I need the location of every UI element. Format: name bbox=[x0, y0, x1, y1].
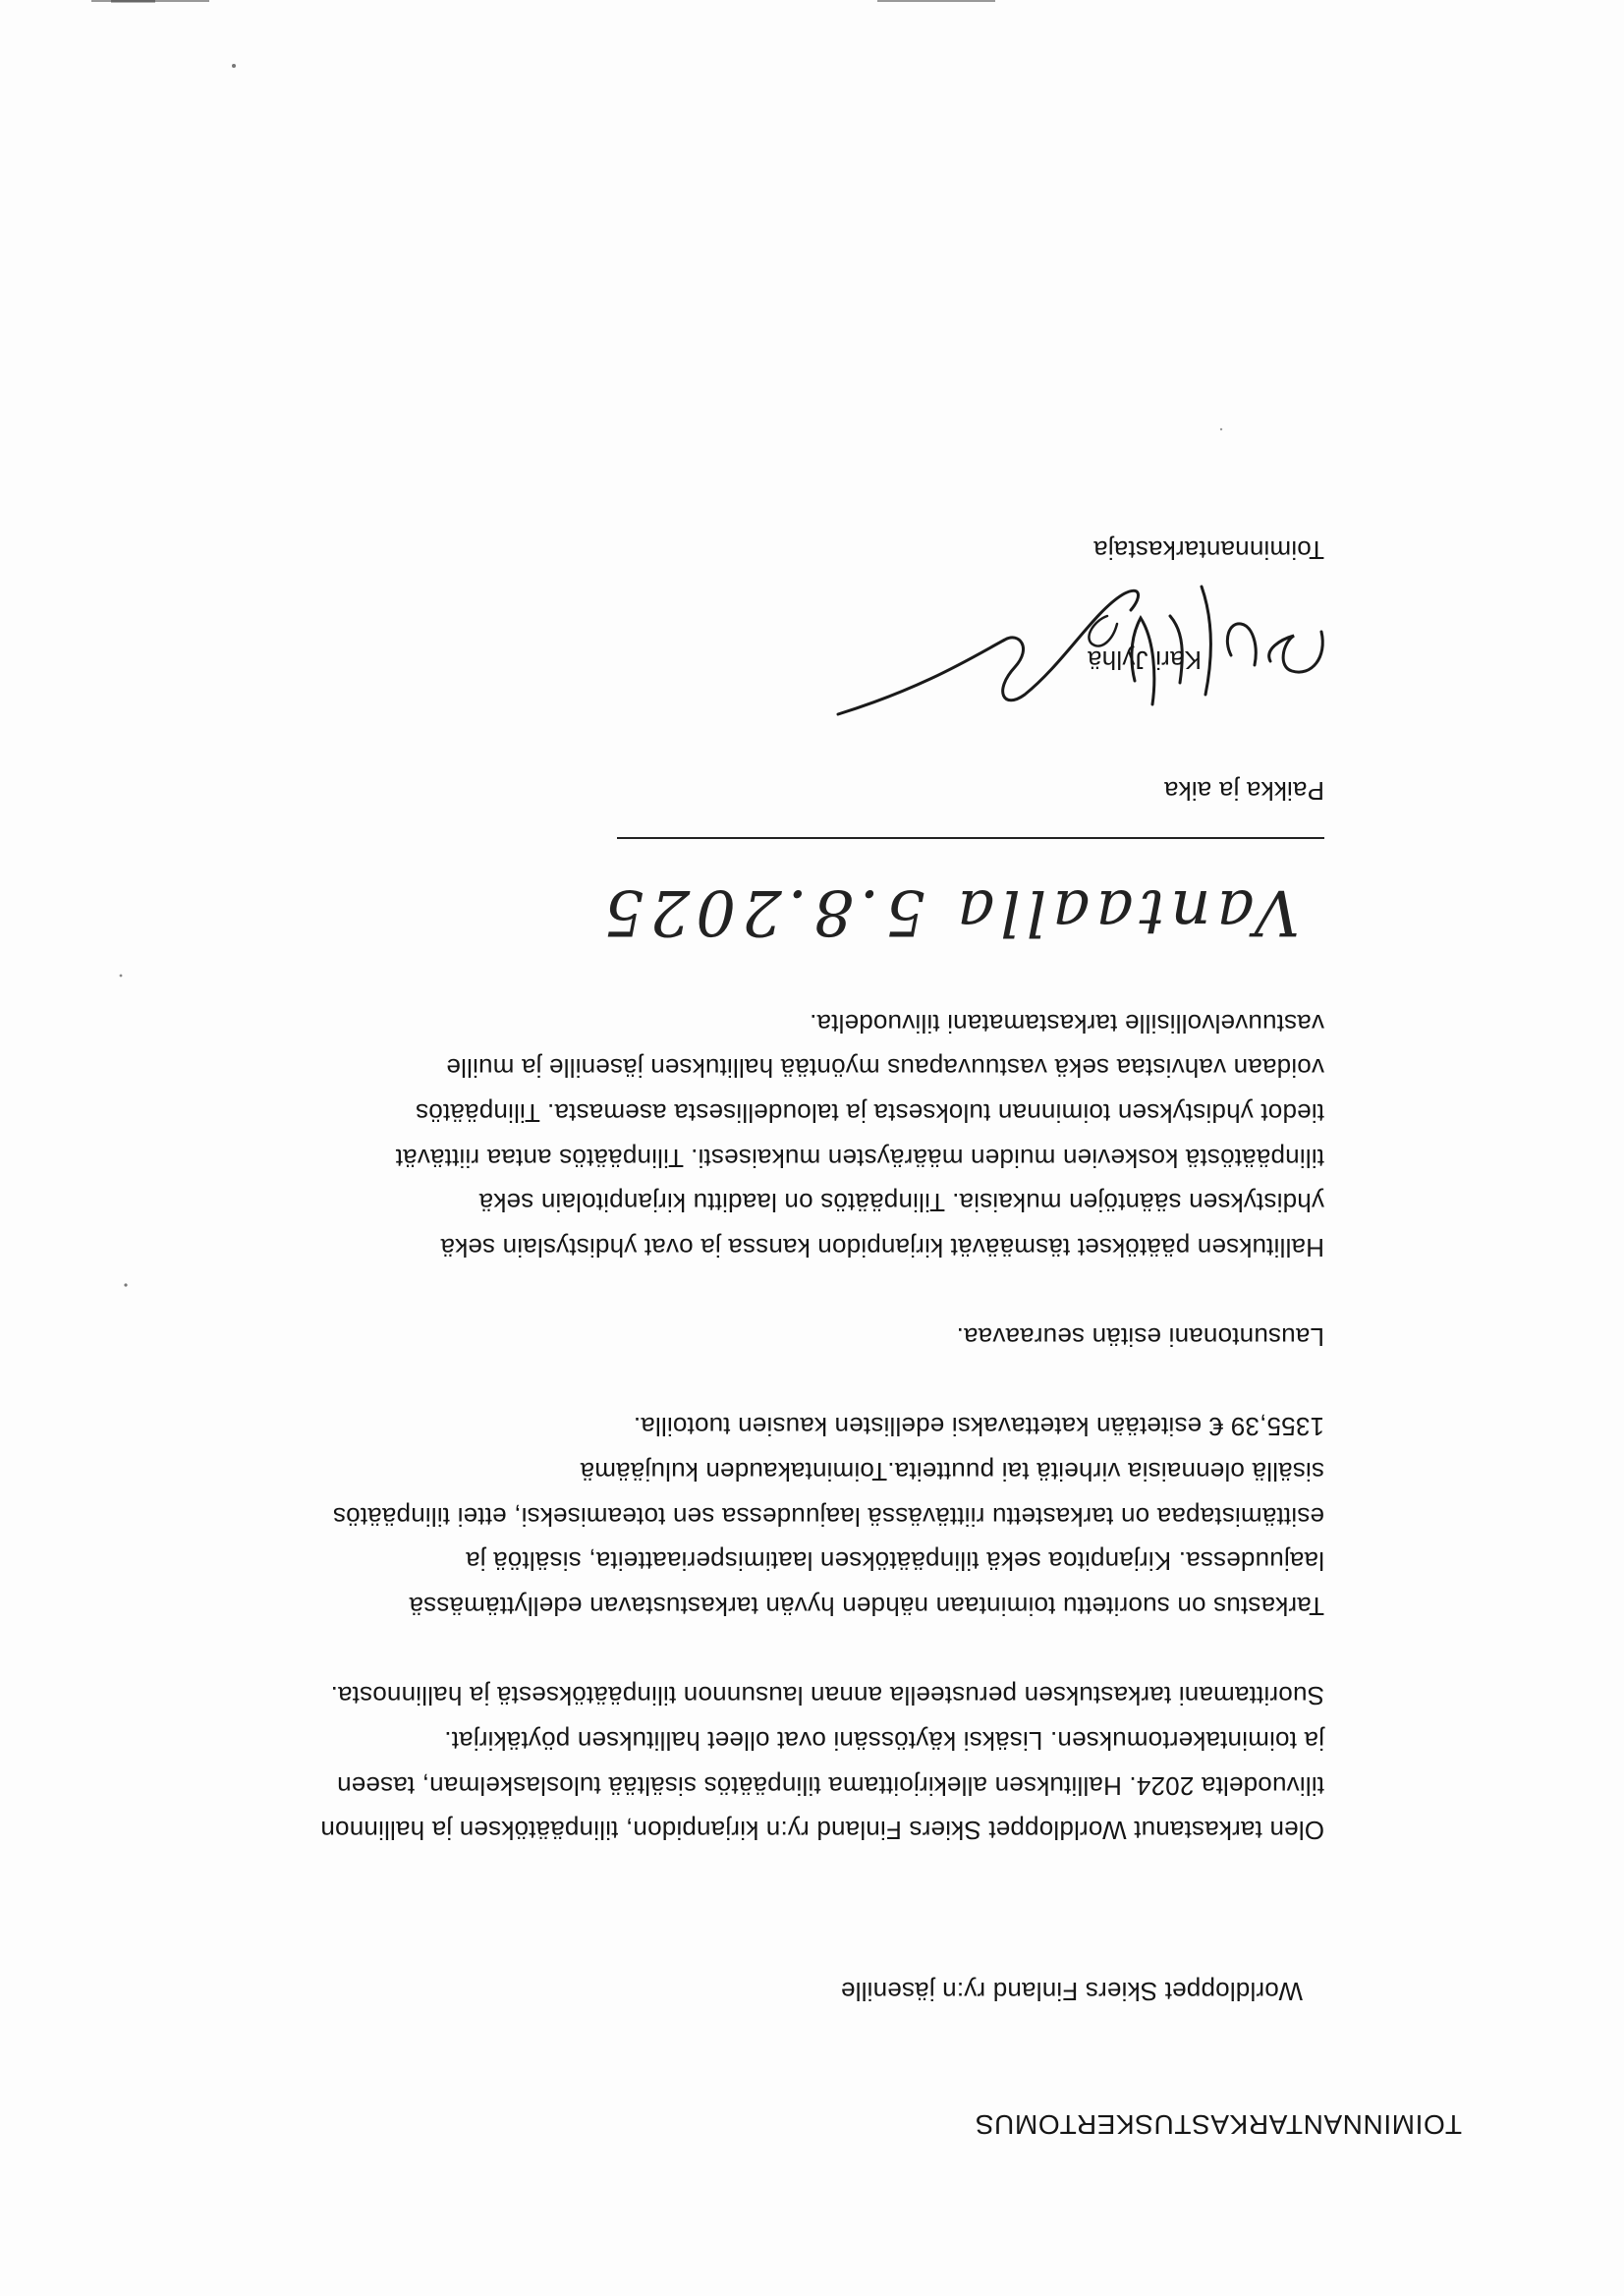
paragraph-2-line-2: laajuudessa. Kirjanpitoa sekä tilinpäätöksen laatimisperiaatteita, sisältöä ja bbox=[465, 1546, 1324, 1576]
paragraph-4-line-3: tilinpäätöstä koskevien muiden määräysten mukaisesti. Tilinpäätös antaa riittävät bbox=[395, 1144, 1324, 1173]
paragraph-4-line-5: voidaan vahvistaa sekä vastuuvapaus myöntää hallituksen jäsenille ja muille bbox=[446, 1053, 1324, 1083]
paragraph-2-line-4: sisällä olennaisia virheitä tai puutteita.Toimintakauden kulujäämä bbox=[580, 1457, 1324, 1486]
signer-role: Toiminnantarkastaja bbox=[1092, 535, 1324, 565]
paragraph-1-line-4: Suorittamani tarkastuksen perusteella annan lausunnon tilinpäätöksestä ja hallinnosta. bbox=[330, 1681, 1324, 1710]
place-date-rule bbox=[617, 837, 1324, 839]
paragraph-4-line-1: Hallituksen päätökset täsmäävät kirjanpidon kanssa ja ovat yhdistyslain sekä bbox=[440, 1233, 1324, 1262]
paragraph-2-line-3: esittämistapaa on tarkastettu riittävässä laajuudessa sen toteamiseksi, ettei tilinpäätös bbox=[332, 1502, 1324, 1532]
paragraph-1-line-2: tilivuodelta 2024. Hallituksen allekirjoittama tilinpäätös sisältää tuloslaskelman, taseen bbox=[336, 1771, 1324, 1801]
paragraph-3-line-1: Lausuntonani esitän seuraavaa. bbox=[956, 1322, 1324, 1352]
document-title: TOIMINNANTARKASTUSKERTOMUS bbox=[975, 2109, 1462, 2140]
paragraph-4-line-4: tiedot yhdistyksen toiminnan tuloksesta ja taloudellisesta asemasta. Tilinpäätös bbox=[415, 1098, 1324, 1128]
handwritten-signature bbox=[799, 567, 1349, 734]
paragraph-4-line-2: yhdistyksen sääntöjen mukaisia. Tilinpäätös on laadittu kirjanpitolain sekä bbox=[478, 1188, 1324, 1217]
paragraph-1-line-3: ja toimintakertomuksen. Lisäksi käytössäni ovat olleet hallituksen pöytäkirjat. bbox=[444, 1726, 1324, 1756]
paragraph-2-line-5: 1355,39 € esitetään katettavaksi edellisten kausien tuotoilla. bbox=[633, 1412, 1324, 1441]
place-date-label: Paikka ja aika bbox=[1163, 776, 1324, 806]
addressee-line: Worldloppet Skiers Finland ry:n jäsenille bbox=[840, 1977, 1303, 2006]
paragraph-2-line-1: Tarkastus on suoritettu toimintaan nähden hyvän tarkastustavan edellyttämässä bbox=[409, 1592, 1324, 1621]
paragraph-4-line-6: vastuuvelvollisille tarkastamatani tilivuodelta. bbox=[809, 1009, 1324, 1038]
handwritten-place-date: Vantaalla 5.8.2025 bbox=[597, 875, 1300, 948]
paragraph-1-line-1: Olen tarkastanut Worldloppet Skiers Finland ry:n kirjanpidon, tilinpäätöksen ja hallinnon bbox=[320, 1816, 1324, 1845]
signer-name: Kari Jylhä bbox=[1087, 645, 1202, 675]
